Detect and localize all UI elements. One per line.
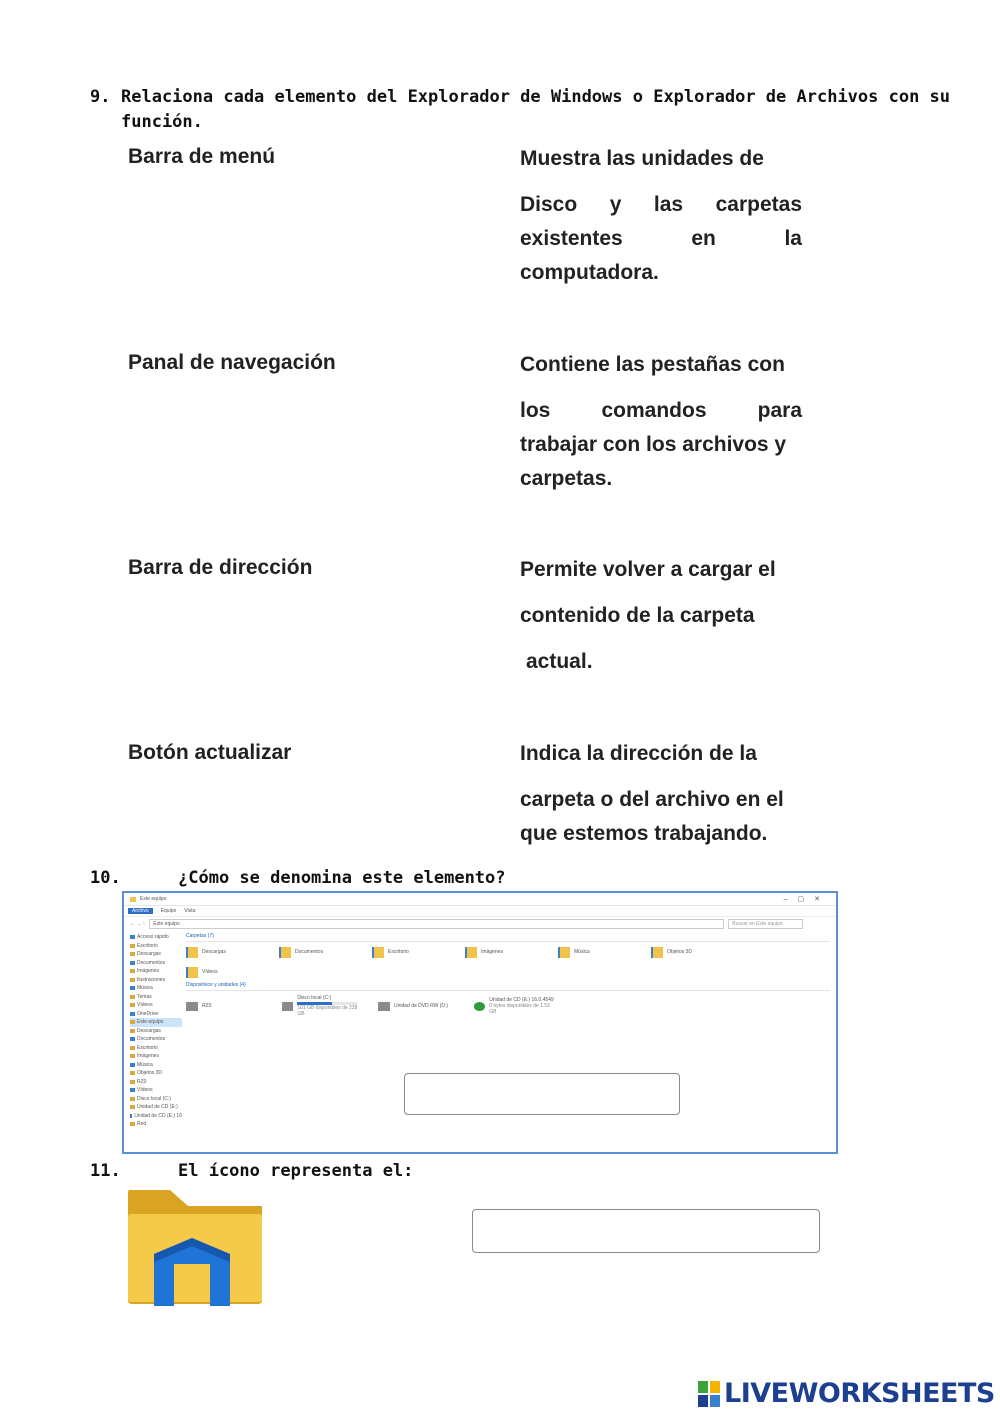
nav-item-icon [130, 1054, 135, 1058]
explorer-address-row [124, 917, 836, 931]
nav-item-icon [130, 1029, 135, 1033]
nav-pane-item: Música [130, 984, 182, 993]
definition-2[interactable] [520, 348, 802, 496]
definition-2-line: Contiene las pestañas con [520, 353, 785, 376]
file-explorer-icon [126, 1188, 264, 1308]
nav-pane-item: Unidad de CD (E:) 16 [130, 1112, 182, 1121]
nav-item-icon [130, 1097, 135, 1101]
folder-item: Escritorio [372, 942, 465, 962]
definition-3-line: actual. [526, 650, 593, 673]
folder-icon [186, 967, 198, 978]
file-explorer-screenshot [122, 891, 838, 1154]
nav-item-icon [130, 961, 135, 965]
definition-2-line: carpetas. [520, 467, 613, 490]
nav-pane-item: OneDrive [130, 1010, 182, 1019]
definition-3[interactable] [520, 553, 802, 679]
drive-icon [282, 1002, 293, 1011]
question-9-number: 9. [90, 87, 111, 107]
nav-pane-item: Escritorio [130, 942, 182, 951]
nav-item-icon [130, 1088, 135, 1092]
folder-icon [558, 947, 570, 958]
explorer-title-bar [124, 893, 836, 906]
folder-icon [130, 897, 136, 902]
nav-pane-item: Unidad de CD (E:) [130, 1103, 182, 1112]
folder-item: Descargas [186, 942, 279, 962]
nav-pane-item: Red [130, 1120, 182, 1129]
question-11-number: 11. [90, 1161, 121, 1181]
nav-pane-item: Documentos [130, 1035, 182, 1044]
nav-item-icon [130, 1114, 132, 1118]
nav-item-icon [130, 935, 135, 939]
nav-pane-item: Temas [130, 993, 182, 1002]
nav-pane-item: Descargas [130, 1027, 182, 1036]
folder-item: Imágenes [465, 942, 558, 962]
explorer-navigation-pane [130, 933, 182, 1129]
nav-pane-item: Objetos 3D [130, 1069, 182, 1078]
definition-1-line: existentes en la [520, 227, 802, 250]
definition-1[interactable] [520, 142, 802, 290]
question-10-text: ¿Cómo se denomina este elemento? [178, 868, 506, 888]
drive-item: RZ0 [186, 997, 266, 1015]
folder-item: Documentos [279, 942, 372, 962]
answer-input-q11[interactable] [472, 1209, 820, 1253]
liveworksheets-logo [698, 1378, 995, 1409]
folder-icon [465, 947, 477, 958]
nav-item-icon [130, 1020, 135, 1024]
nav-item-icon [130, 1063, 135, 1067]
answer-input-q10[interactable] [404, 1073, 680, 1115]
nav-pane-item: Vídeos [130, 1086, 182, 1095]
nav-arrows-icon: ← → ↑ [130, 921, 146, 927]
nav-item-icon [130, 1003, 135, 1007]
folders-grid [186, 942, 830, 982]
explorer-content-pane [186, 933, 830, 1015]
nav-item-icon [130, 995, 135, 999]
definition-4[interactable] [520, 737, 802, 851]
ribbon-tab-vista: Vista [184, 908, 196, 914]
nav-item-icon [130, 1071, 135, 1075]
term-barra-de-menu[interactable]: Barra de menú [128, 145, 276, 168]
drive-icon [186, 1002, 198, 1011]
drive-item: Disco local (C:) 101 GB disponibles de 238 GB [282, 997, 362, 1015]
nav-pane-item: Vídeos [130, 1001, 182, 1010]
ribbon-tab-equipo: Equipo [160, 908, 177, 914]
nav-pane-item: Imágenes [130, 1052, 182, 1061]
definition-4-line: Indica la dirección de la [520, 742, 757, 765]
window-controls-icon: –▢✕ [783, 896, 830, 903]
nav-item-icon [130, 1080, 135, 1084]
question-9-text-line1: Relaciona cada elemento del Explorador de Windows o Explorador de Archivos con su [121, 87, 951, 107]
nav-pane-item: RZ0 [130, 1078, 182, 1087]
drive-item: Unidad de CD (E:) 16.0.4549 0 bytes disponibles de 1.53 GB [474, 997, 554, 1015]
drives-section-header: Dispositivos y unidades (4) [186, 982, 830, 991]
nav-item-icon [130, 944, 135, 948]
explorer-ribbon [124, 906, 836, 917]
nav-pane-item: Este equipo [130, 1018, 182, 1027]
nav-pane-item: Ilustraciones [130, 976, 182, 985]
drive-icon [378, 1002, 390, 1011]
nav-item-icon [130, 978, 135, 982]
nav-item-icon [130, 952, 135, 956]
definition-4-line: carpeta o del archivo en el [520, 788, 784, 811]
definition-1-line: Muestra las unidades de [520, 147, 764, 170]
drive-icon [474, 1002, 485, 1011]
explorer-title: Este equipo [140, 896, 167, 902]
nav-item-icon [130, 1012, 135, 1016]
nav-pane-item: Escritorio [130, 1044, 182, 1053]
nav-pane-item: Imágenes [130, 967, 182, 976]
nav-pane-item: Documentos [130, 959, 182, 968]
definition-2-line: trabajar con los archivos y [520, 433, 787, 456]
explorer-address-bar: Este equipo [149, 919, 724, 929]
nav-item-icon [130, 1122, 135, 1126]
folders-section-header: Carpetas (7) [186, 933, 830, 942]
term-boton-actualizar[interactable]: Botón actualizar [128, 741, 292, 764]
nav-pane-item: Música [130, 1061, 182, 1070]
drive-item: Unidad de DVD RW (D:) [378, 997, 458, 1015]
definition-2-line: los comandos para [520, 399, 802, 422]
nav-item-icon [130, 1046, 135, 1050]
nav-item-icon [130, 1105, 135, 1109]
term-panel-de-navegacion[interactable]: Panal de navegación [128, 351, 336, 374]
liveworksheets-mark-icon [698, 1381, 720, 1407]
nav-item-icon [130, 1037, 135, 1041]
folder-item: Vídeos [186, 962, 279, 982]
question-10-number: 10. [90, 868, 121, 888]
folder-icon [651, 947, 663, 958]
question-11-text: El ícono representa el: [178, 1161, 414, 1181]
definition-4-line: que estemos trabajando. [520, 822, 768, 845]
liveworksheets-wordmark: LIVEWORKSHEETS [724, 1378, 995, 1409]
question-9-text-line2: función. [121, 112, 203, 132]
nav-pane-item: Descargas [130, 950, 182, 959]
folder-icon [186, 947, 198, 958]
folder-icon [372, 947, 384, 958]
folder-icon [279, 947, 291, 958]
term-barra-de-direccion[interactable]: Barra de dirección [128, 556, 313, 579]
nav-pane-item: Disco local (C:) [130, 1095, 182, 1104]
folder-item: Objetos 3D [651, 942, 744, 962]
definition-3-line: contenido de la carpeta [520, 604, 755, 627]
nav-pane-item: Acceso rápido [130, 933, 182, 942]
explorer-search-box: Buscar en Este equipo [728, 919, 803, 929]
definition-3-line: Permite volver a cargar el [520, 558, 776, 581]
nav-item-icon [130, 969, 135, 973]
folder-item: Música [558, 942, 651, 962]
nav-item-icon [130, 986, 135, 990]
definition-1-line: computadora. [520, 261, 659, 284]
drives-grid [186, 991, 830, 1015]
ribbon-tab-archivo: Archivo [128, 908, 153, 914]
definition-1-line: Disco y las carpetas [520, 193, 802, 216]
